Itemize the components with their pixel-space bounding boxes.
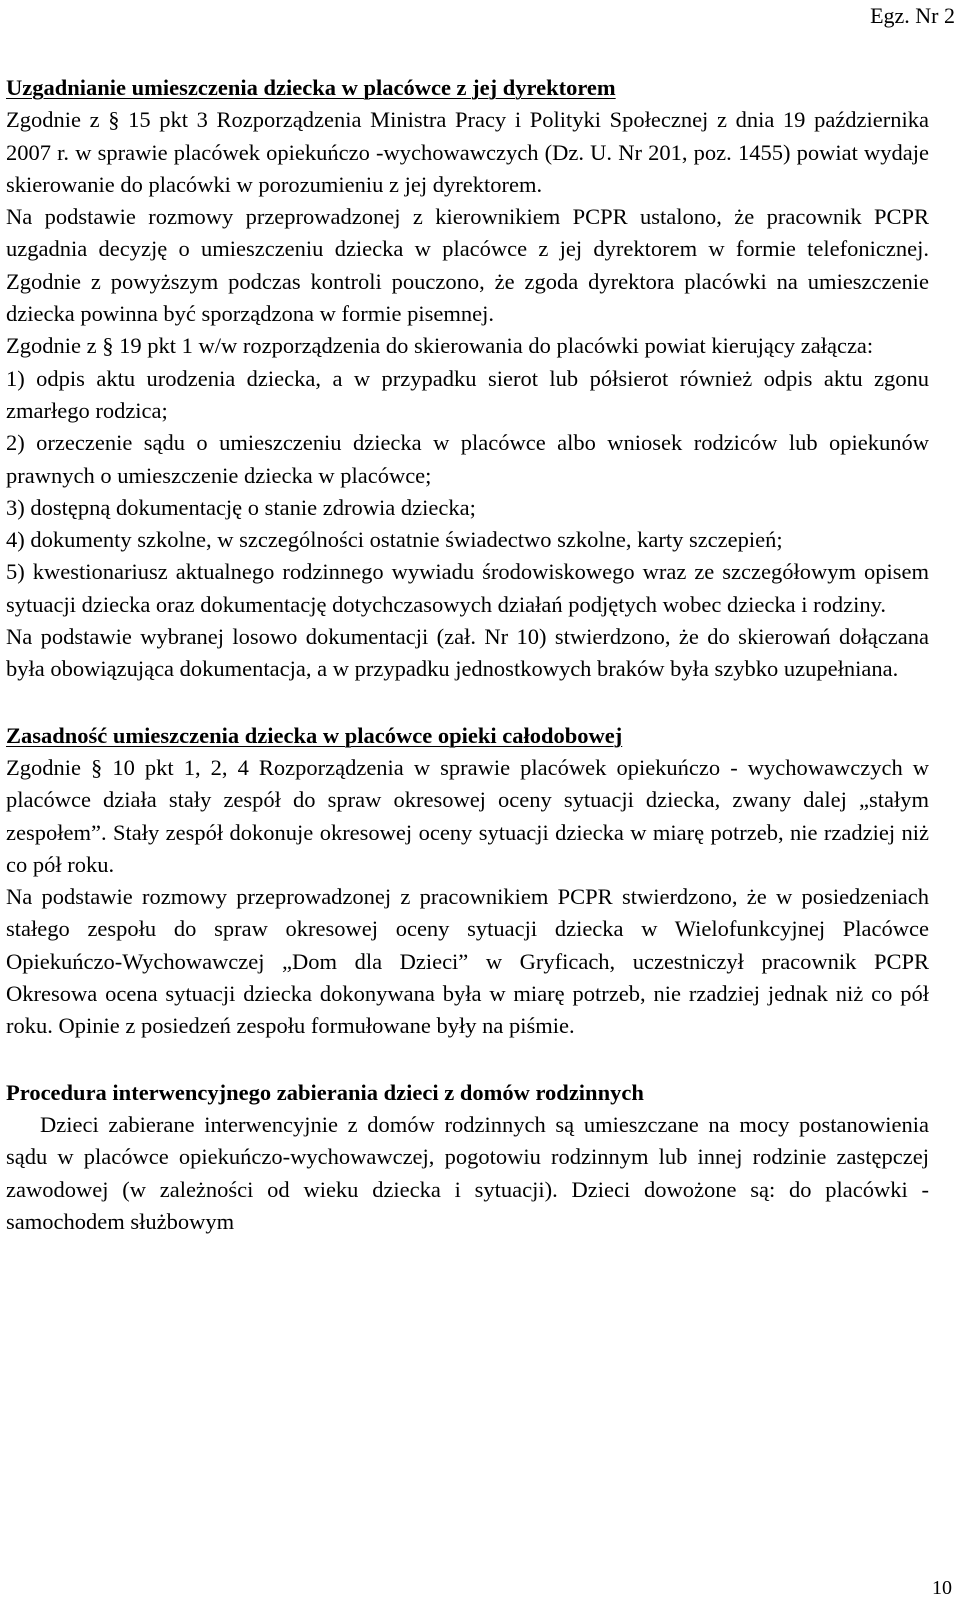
list-item: 1) odpis aktu urodzenia dziecka, a w przypadku sierot lub półsierot również odpis aktu zgonu zmarłego rodzica; <box>6 365 929 423</box>
list-item: 4) dokumenty szkolne, w szczególności ostatnie świadectwo szkolne, karty szczepień; <box>6 527 783 553</box>
paragraph: Zgodnie z § 19 pkt 1 w/w rozporządzenia do skierowania do placówki powiat kierujący załącza: <box>6 333 874 359</box>
paragraph: Na podstawie rozmowy przeprowadzonej z kierownikiem PCPR ustalono, że pracownik PCPR uzgadnia decyzję o umieszczeniu dziecka w placówce z jej dyrektorem w formie telefonicznej. Zgodnie z powyższym podczas kontroli pouczono, że zgoda dyrektora placówki na umieszczenie dziecka powinna być sporządzona w formie pisemnej. <box>6 204 929 327</box>
section-spacer <box>6 686 929 720</box>
section-heading-placement-agreement: Uzgadnianie umieszczenia dziecka w placówce z jej dyrektorem <box>6 75 616 100</box>
list-item: 3) dostępną dokumentację o stanie zdrowia dziecka; <box>6 494 476 520</box>
list-item: 5) kwestionariusz aktualnego rodzinnego wywiadu środowiskowego wraz ze szczegółowym opisem sytuacji dziecka oraz dokumentację dotychczasowych działań podjętych wobec dziecka i rodziny. <box>6 559 929 617</box>
document-body <box>6 72 929 1238</box>
section-heading-placement-justification: Zasadność umieszczenia dziecka w placówce opieki całodobowej <box>6 722 623 748</box>
paragraph: Na podstawie wybranej losowo dokumentacji (zał. Nr 10) stwierdzono, że do skierowań dołączana była obowiązująca dokumentacja, a w przypadku jednostkowych braków była szybko uzupełniana. <box>6 624 929 682</box>
page-number: 10 <box>932 1577 952 1599</box>
copy-number: Egz. Nr 2 <box>870 3 955 28</box>
paragraph: Zgodnie z § 15 pkt 3 Rozporządzenia Ministra Pracy i Polityki Społecznej z dnia 19 października 2007 r. w sprawie placówek opiekuńczo -wychowawczych (Dz. U. Nr 201, poz. 1455) powiat wydaje skierowanie do placówki w porozumieniu z jej dyrektorem. <box>6 107 929 197</box>
paragraph: Dzieci zabierane interwencyjnie z domów rodzinnych są umieszczane na mocy postanowienia sądu w placówce opiekuńczo-wychowawczej, pogotowiu rodzinnym lub innej rodzinie zastępczej zawodowej (w zależności od wieku dziecka i sytuacji). Dzieci dowożone są: do placówki - samochodem służbowym <box>6 1111 929 1234</box>
section-spacer <box>6 1043 929 1077</box>
section-heading-intervention-procedure: Procedura interwencyjnego zabierania dzieci z domów rodzinnych <box>6 1079 644 1105</box>
paragraph: Na podstawie rozmowy przeprowadzonej z pracownikiem PCPR stwierdzono, że w posiedzeniach stałego zespołu do spraw okresowej oceny sytuacji dziecka w Wielofunkcyjnej Placówce Opiekuńczo-Wychowawczej „Dom dla Dzieci” w Gryficach, uczestniczył pracownik PCPR Okresowa ocena sytuacji dziecka dokonywana była w miarę potrzeb, nie rzadziej jednak niż co pół roku. Opinie z posiedzeń zespołu formułowane były na piśmie. <box>6 884 929 1039</box>
paragraph: Zgodnie § 10 pkt 1, 2, 4 Rozporządzenia w sprawie placówek opiekuńczo - wychowawczych w placówce działa stały zespół do spraw okresowej oceny sytuacji dziecka, zwany dalej „stałym zespołem”. Stały zespół dokonuje okresowej oceny sytuacji dziecka w miarę potrzeb, nie rzadziej niż co pół roku. <box>6 754 929 877</box>
list-item: 2) orzeczenie sądu o umieszczeniu dziecka w placówce albo wniosek rodziców lub opiekunów prawnych o umieszczenie dziecka w placówce; <box>6 430 929 488</box>
